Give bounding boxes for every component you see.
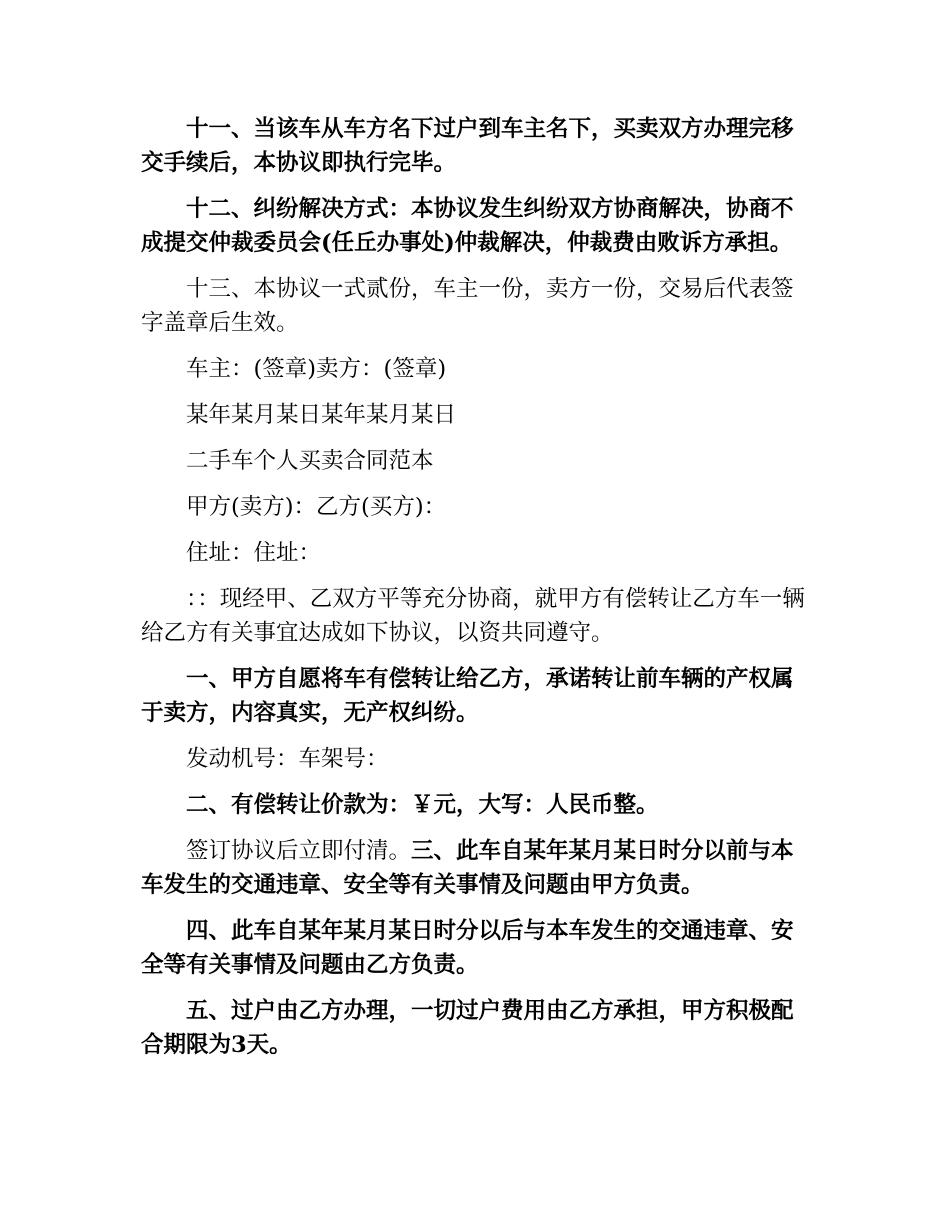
date-line: 某年某月某日某年某月某日 <box>186 402 457 428</box>
engine-number-line: 发动机号：车架号： <box>186 746 389 772</box>
clause-2-price: 二、有偿转让价款为：￥元，大写：人民币整。 <box>186 792 659 818</box>
address-line: 住址：住址： <box>186 540 322 566</box>
paragraph-11: 十一、当该车从车方名下过户到车主名下，买卖双方办理完移交手续后，本协议即执行完毕。 <box>141 116 794 176</box>
signature-line: 车主：(签章)卖方：(签章) <box>186 356 447 382</box>
clause-3 <box>141 834 813 902</box>
clause-4: 四、此车自某年某月某日时分以后与本车发生的交通违章、安全等有关事情及问题由乙方负责。 <box>141 918 794 978</box>
preamble: ：：现经甲、乙双方平等充分协商，就甲方有偿转让乙方车一辆给乙方有关事宜达成如下协议，以资共同遵守。 <box>141 586 805 646</box>
clause-3-text: 三、此车自某年某月某日时分以前与本车发生的交通违章、安全等有关事情及问题由甲方负责。 <box>141 838 794 898</box>
paragraph-13-copies: 十三、本协议一式贰份，车主一份，卖方一份，交易后代表签字盖章后生效。 <box>141 276 794 336</box>
paragraph-12-dispute: 十二、纠纷解决方式：本协议发生纠纷双方协商解决，协商不成提交仲裁委员会(任丘办事处)仲裁解决，仲裁费由败诉方承担。 <box>141 196 794 256</box>
document-body <box>141 112 813 1074</box>
party-line: 甲方(卖方)：乙方(买方)： <box>186 494 447 520</box>
contract-title: 二手车个人买卖合同范本 <box>186 448 434 474</box>
clause-1: 一、甲方自愿将车有偿转让给乙方，承诺转让前车辆的产权属于卖方，内容真实，无产权纠纷。 <box>141 666 794 726</box>
clause-5: 五、过户由乙方办理，一切过户费用由乙方承担，甲方积极配合期限为3天。 <box>141 998 794 1058</box>
payment-note: 签订协议后立即付清。 <box>186 838 412 864</box>
